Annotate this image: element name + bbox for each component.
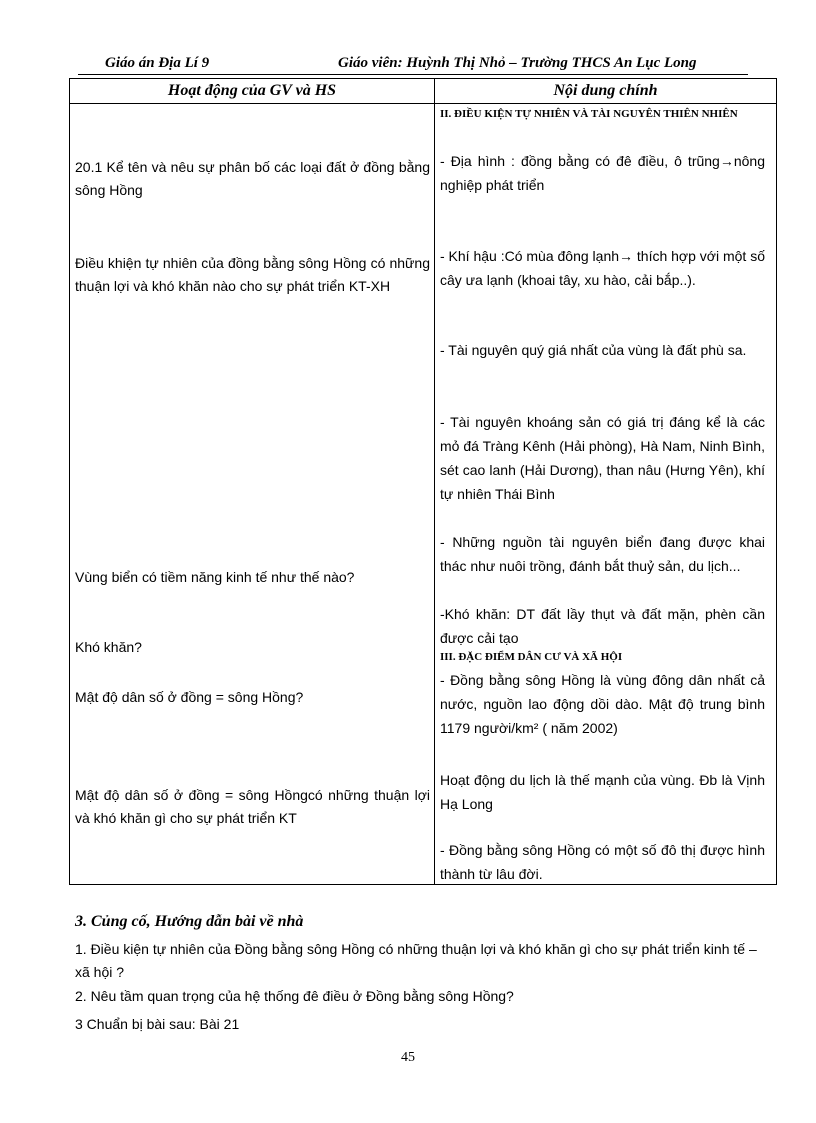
content-population: - Đồng bằng sông Hồng là vùng đông dân nhất cả nước, nguồn lao động dồi dào. Mật độ trung bình 1179 người/km² ( năm 2002) <box>440 672 765 736</box>
section-heading-natural-conditions: II. ĐIỀU KIỆN TỰ NHIÊN VÀ TÀI NGUYÊN THIÊN NHIÊN <box>440 108 738 120</box>
activity-difficulty-question: Khó khăn? <box>75 639 142 655</box>
review-item-1: 1. Điều kiện tự nhiên của Đồng bằng sông Hồng có những thuận lợi và khó khăn gì cho sự phát triển kinh tế – xã hội ? <box>75 941 757 980</box>
content-difficulties: -Khó khăn: DT đất lầy thụt và đất mặn, phèn cần được cải tạo <box>440 606 765 646</box>
section-title: 3. Củng cố, Hướng dẫn bài về nhà <box>75 913 304 930</box>
header-teacher: Giáo viên: Huỳnh Thị Nhỏ – Trường THCS An Lục Long <box>338 55 697 71</box>
activity-density-question: Mật độ dân số ở đồng = sông Hồng? <box>75 689 304 705</box>
column-header-content: Nội dung chính <box>435 79 777 104</box>
activities-cell <box>70 104 435 885</box>
content-alluvial-soil: - Tài nguyên quý giá nhất của vùng là đất phù sa. <box>440 342 747 358</box>
content-minerals: - Tài nguyên khoáng sản có giá trị đáng kể là các mỏ đá Tràng Kênh (Hải phòng), Hà Nam, Ninh Bình, sét cao lanh (Hải Dương), than nâu (Hưng Yên), khí tự nhiên Thái Bình <box>440 414 765 502</box>
activity-soil-question: 20.1 Kể tên và nêu sự phân bố các loại đất ở đồng bằng sông Hồng <box>75 159 430 198</box>
header-subject: Giáo án Địa Lí 9 <box>105 55 210 71</box>
page-number: 45 <box>401 1050 415 1065</box>
content-climate: - Khí hậu :Có mùa đông lạnh→ thích hợp với một số cây ưa lạnh (khoai tây, xu hào, cải bắp..). <box>440 248 765 288</box>
column-header-activities: Hoạt động của GV và HS <box>70 79 435 104</box>
activity-conditions-question: Điều khiện tự nhiên của đồng bằng sông Hồng có những thuận lợi và khó khăn nào cho sự phát triển KT-XH <box>75 255 430 294</box>
activity-sea-question: Vùng biển có tiềm năng kinh tế như thế nào? <box>75 569 355 585</box>
section-heading-population: III. ĐẶC ĐIỂM DÂN CƯ VÀ XÃ HỘI <box>440 651 623 663</box>
content-tourism: Hoạt động du lịch là thế mạnh của vùng. Đb là Vịnh Hạ Long <box>440 772 765 812</box>
content-sea-resources: - Những nguồn tài nguyên biển đang được khai thác như nuôi trồng, đánh bắt thuỷ sản, du lịch... <box>440 534 765 574</box>
lesson-table <box>69 78 777 885</box>
review-item-2: 2. Nêu tầm quan trọng của hệ thống đê điều ở Đồng bằng sông Hồng? <box>75 988 514 1004</box>
activity-density-impact-question: Mật độ dân số ở đồng = sông Hồngcó những thuận lợi và khó khăn gì cho sự phát triển KT <box>75 787 430 826</box>
content-terrain: - Địa hình : đồng bằng có đê điều, ô trũng→nông nghiệp phát triển <box>440 153 765 193</box>
content-cities: - Đồng bằng sông Hồng có một số đô thị được hình thành từ lâu đời. <box>440 842 765 882</box>
review-item-3: 3 Chuẩn bị bài sau: Bài 21 <box>75 1016 240 1032</box>
content-cell <box>435 104 777 885</box>
page-header <box>78 52 748 75</box>
